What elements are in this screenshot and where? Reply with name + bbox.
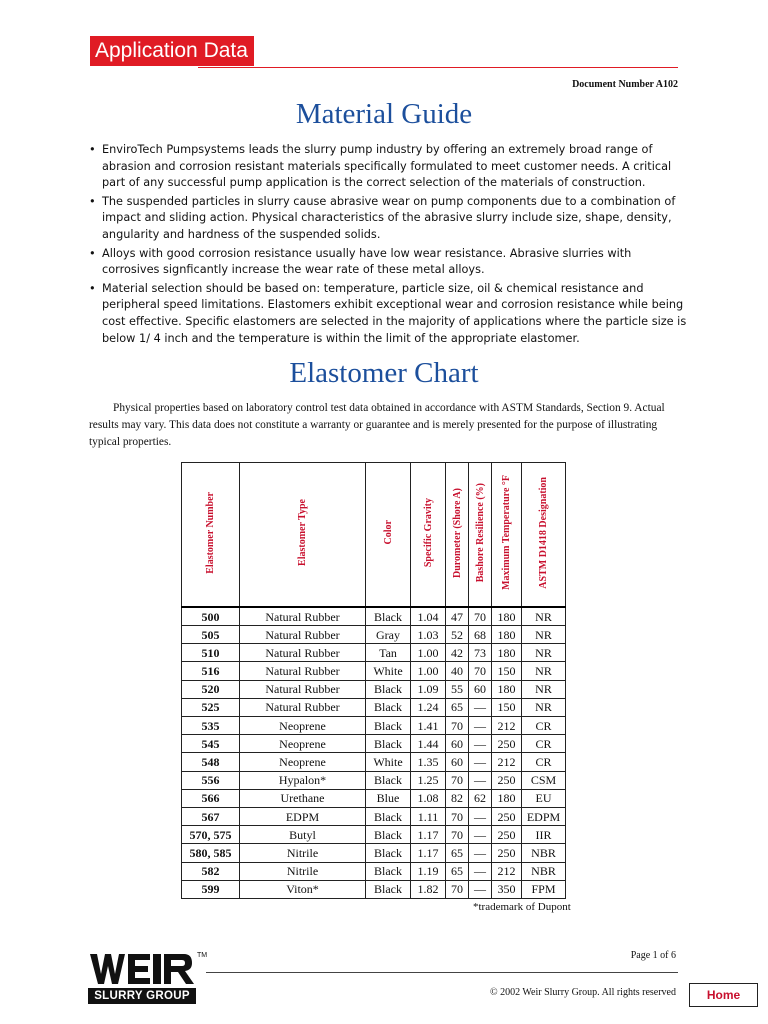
chart-intro: Physical properties based on laboratory control test data obtained in accordance with ASTM Standards, Section 9. Actual results may vary. This data does not constitute a warranty or guarantee and is merely presented for the purpose of illustrating typical properties. [89, 402, 665, 448]
column-header: Color [366, 463, 411, 608]
table-cell: Viton* [240, 880, 366, 898]
table-cell: Natural Rubber [240, 644, 366, 662]
table-cell: 82 [446, 789, 469, 807]
bullet-item: • The suspended particles in slurry cause abrasive wear on pump components due to a combination of impact and sliding action. Physical characteristics of the abrasive slurry include size, shape, density, angularity and hardness of the suspended solids. [89, 194, 689, 244]
table-cell: 180 [492, 680, 522, 698]
table-cell: 250 [492, 807, 522, 825]
table-cell: Neoprene [240, 717, 366, 735]
table-cell: Natural Rubber [240, 662, 366, 680]
table-cell: 65 [446, 844, 469, 862]
chart-title: Elastomer Chart [289, 357, 479, 389]
table-cell: — [469, 717, 492, 735]
table-cell: 548 [182, 753, 240, 771]
table-cell: CSM [522, 771, 566, 789]
table-cell: Blue [366, 789, 411, 807]
table-cell: Hypalon* [240, 771, 366, 789]
table-cell: 1.82 [411, 880, 446, 898]
table-cell: 1.17 [411, 844, 446, 862]
table-body [182, 607, 566, 898]
footnote: *trademark of Dupont [473, 901, 571, 913]
header-rule [198, 67, 678, 68]
table-row [182, 753, 566, 771]
table-cell: Black [366, 807, 411, 825]
table-cell: White [366, 662, 411, 680]
table-cell: 70 [469, 607, 492, 626]
table-cell: 570, 575 [182, 826, 240, 844]
table-row [182, 717, 566, 735]
footer-rule [206, 972, 678, 973]
table-cell: 52 [446, 626, 469, 644]
table-cell: IIR [522, 826, 566, 844]
table-cell: Black [366, 826, 411, 844]
table-cell: Natural Rubber [240, 680, 366, 698]
table-cell: 500 [182, 607, 240, 626]
table-row [182, 662, 566, 680]
table-cell: NR [522, 680, 566, 698]
table-cell: 556 [182, 771, 240, 789]
table-cell: 70 [446, 771, 469, 789]
table-cell: 150 [492, 698, 522, 716]
table-cell: 1.44 [411, 735, 446, 753]
column-header: Bashore Resilience (%) [469, 463, 492, 608]
table-cell: Natural Rubber [240, 626, 366, 644]
table-cell: 212 [492, 753, 522, 771]
table-cell: 180 [492, 789, 522, 807]
table-cell: NBR [522, 844, 566, 862]
weir-logo-subtext: SLURRY GROUP [88, 988, 196, 1004]
table-row [182, 607, 566, 626]
table-cell: 567 [182, 807, 240, 825]
table-row [182, 735, 566, 753]
table-cell: Black [366, 717, 411, 735]
document-number: Document Number A102 [572, 79, 678, 90]
table-cell: 70 [446, 807, 469, 825]
table-cell: 516 [182, 662, 240, 680]
table-row [182, 644, 566, 662]
table-row [182, 880, 566, 898]
column-header: Specific Gravity [411, 463, 446, 608]
table-cell: Black [366, 880, 411, 898]
table-cell: 510 [182, 644, 240, 662]
table-cell: 62 [469, 789, 492, 807]
table-cell: — [469, 880, 492, 898]
table-cell: 55 [446, 680, 469, 698]
table-cell: Neoprene [240, 735, 366, 753]
table-cell: 1.41 [411, 717, 446, 735]
table-row [182, 771, 566, 789]
table-cell: 73 [469, 644, 492, 662]
column-header: ASTM D1418 Designation [522, 463, 566, 608]
table-cell: NR [522, 626, 566, 644]
table-cell: Neoprene [240, 753, 366, 771]
table-row [182, 844, 566, 862]
home-button[interactable]: Home [689, 983, 758, 1007]
table-cell: 1.25 [411, 771, 446, 789]
table-cell: — [469, 844, 492, 862]
table-cell: Black [366, 680, 411, 698]
table-row [182, 680, 566, 698]
table-cell: — [469, 807, 492, 825]
table-cell: NR [522, 644, 566, 662]
application-data-badge: Application Data [90, 36, 254, 66]
table-cell: 250 [492, 826, 522, 844]
weir-logo-mark [88, 952, 196, 986]
elastomer-table [181, 462, 566, 899]
table-cell: 40 [446, 662, 469, 680]
table-cell: 65 [446, 698, 469, 716]
table-row [182, 698, 566, 716]
table-cell: 1.19 [411, 862, 446, 880]
table-cell: White [366, 753, 411, 771]
table-cell: — [469, 826, 492, 844]
table-cell: — [469, 771, 492, 789]
table-cell: 1.24 [411, 698, 446, 716]
table-cell: Butyl [240, 826, 366, 844]
table-cell: 580, 585 [182, 844, 240, 862]
table-cell: 1.00 [411, 662, 446, 680]
column-header: Elastomer Number [182, 463, 240, 608]
table-cell: — [469, 862, 492, 880]
table-cell: 60 [446, 735, 469, 753]
table-cell: 250 [492, 771, 522, 789]
table-cell: 1.08 [411, 789, 446, 807]
table-cell: 47 [446, 607, 469, 626]
table-cell: Urethane [240, 789, 366, 807]
table-cell: 65 [446, 862, 469, 880]
table-cell: 150 [492, 662, 522, 680]
table-cell: 70 [446, 880, 469, 898]
table-cell: Black [366, 607, 411, 626]
table-cell: Natural Rubber [240, 698, 366, 716]
table-cell: 180 [492, 626, 522, 644]
table-cell: 250 [492, 735, 522, 753]
table-cell: EDPM [522, 807, 566, 825]
table-cell: 582 [182, 862, 240, 880]
trademark-mark: TM [197, 952, 208, 959]
column-header: Maximum Temperature °F [492, 463, 522, 608]
bullet-item: • EnviroTech Pumpsystems leads the slurry pump industry by offering an extremely broad range of abrasion and corrosion resistant materials specifically formulated to meet customer needs. A critical part of any successful pump application is the correct selection of the materials of construction. [89, 142, 689, 192]
table-cell: 60 [446, 753, 469, 771]
table-row [182, 626, 566, 644]
table-cell: EU [522, 789, 566, 807]
table-cell: 68 [469, 626, 492, 644]
table-cell: CR [522, 735, 566, 753]
table-cell: 250 [492, 844, 522, 862]
table-cell: 1.04 [411, 607, 446, 626]
table-cell: — [469, 753, 492, 771]
table-cell: EDPM [240, 807, 366, 825]
table-cell: FPM [522, 880, 566, 898]
table-cell: Gray [366, 626, 411, 644]
table-cell: 180 [492, 607, 522, 626]
table-cell: Black [366, 698, 411, 716]
table-cell: 545 [182, 735, 240, 753]
table-cell: NBR [522, 862, 566, 880]
table-cell: 1.11 [411, 807, 446, 825]
table-cell: 70 [469, 662, 492, 680]
column-header: Durometer (Shore A) [446, 463, 469, 608]
page-title: Material Guide [295, 98, 473, 130]
table-cell: NR [522, 607, 566, 626]
table-cell: 212 [492, 717, 522, 735]
weir-logo [88, 952, 196, 1004]
page-number: Page 1 of 6 [630, 950, 676, 961]
table-row [182, 826, 566, 844]
table-cell: 1.03 [411, 626, 446, 644]
table-cell: 566 [182, 789, 240, 807]
table-row [182, 862, 566, 880]
table-cell: Black [366, 771, 411, 789]
table-cell: Black [366, 735, 411, 753]
table-cell: — [469, 735, 492, 753]
table-cell: 1.09 [411, 680, 446, 698]
table-row [182, 807, 566, 825]
table-cell: 60 [469, 680, 492, 698]
bullet-list [89, 142, 689, 349]
table-cell: — [469, 698, 492, 716]
table-cell: Nitrile [240, 862, 366, 880]
table-cell: Tan [366, 644, 411, 662]
table-cell: Natural Rubber [240, 607, 366, 626]
table-cell: Nitrile [240, 844, 366, 862]
bullet-item: • Material selection should be based on: temperature, particle size, oil & chemical resistance and peripheral speed limitations. Elastomers exhibit exceptional wear and corrosion resistance while being cost effective. Specific elastomers are selected in the majority of applications where the particle size is below 1/ 4 inch and the temperature is within the limit of the appropriate elastomer. [89, 281, 689, 347]
table-cell: NR [522, 662, 566, 680]
table-cell: 505 [182, 626, 240, 644]
table-cell: Black [366, 844, 411, 862]
table-cell: 180 [492, 644, 522, 662]
column-header: Elastomer Type [240, 463, 366, 608]
table-cell: 350 [492, 880, 522, 898]
table-cell: 525 [182, 698, 240, 716]
table-cell: CR [522, 753, 566, 771]
table-row [182, 789, 566, 807]
table-cell: CR [522, 717, 566, 735]
table-cell: 42 [446, 644, 469, 662]
table-cell: 599 [182, 880, 240, 898]
table-cell: 1.35 [411, 753, 446, 771]
table-cell: 535 [182, 717, 240, 735]
table-cell: 212 [492, 862, 522, 880]
table-cell: Black [366, 862, 411, 880]
table-cell: 1.00 [411, 644, 446, 662]
table-cell: NR [522, 698, 566, 716]
bullet-item: • Alloys with good corrosion resistance usually have low wear resistance. Abrasive slurries with corrosives signficantly increase the wear rate of these metal alloys. [89, 246, 689, 279]
copyright: © 2002 Weir Slurry Group. All rights reserved [489, 987, 676, 998]
table-cell: 1.17 [411, 826, 446, 844]
table-cell: 70 [446, 717, 469, 735]
table-cell: 70 [446, 826, 469, 844]
table-cell: 520 [182, 680, 240, 698]
